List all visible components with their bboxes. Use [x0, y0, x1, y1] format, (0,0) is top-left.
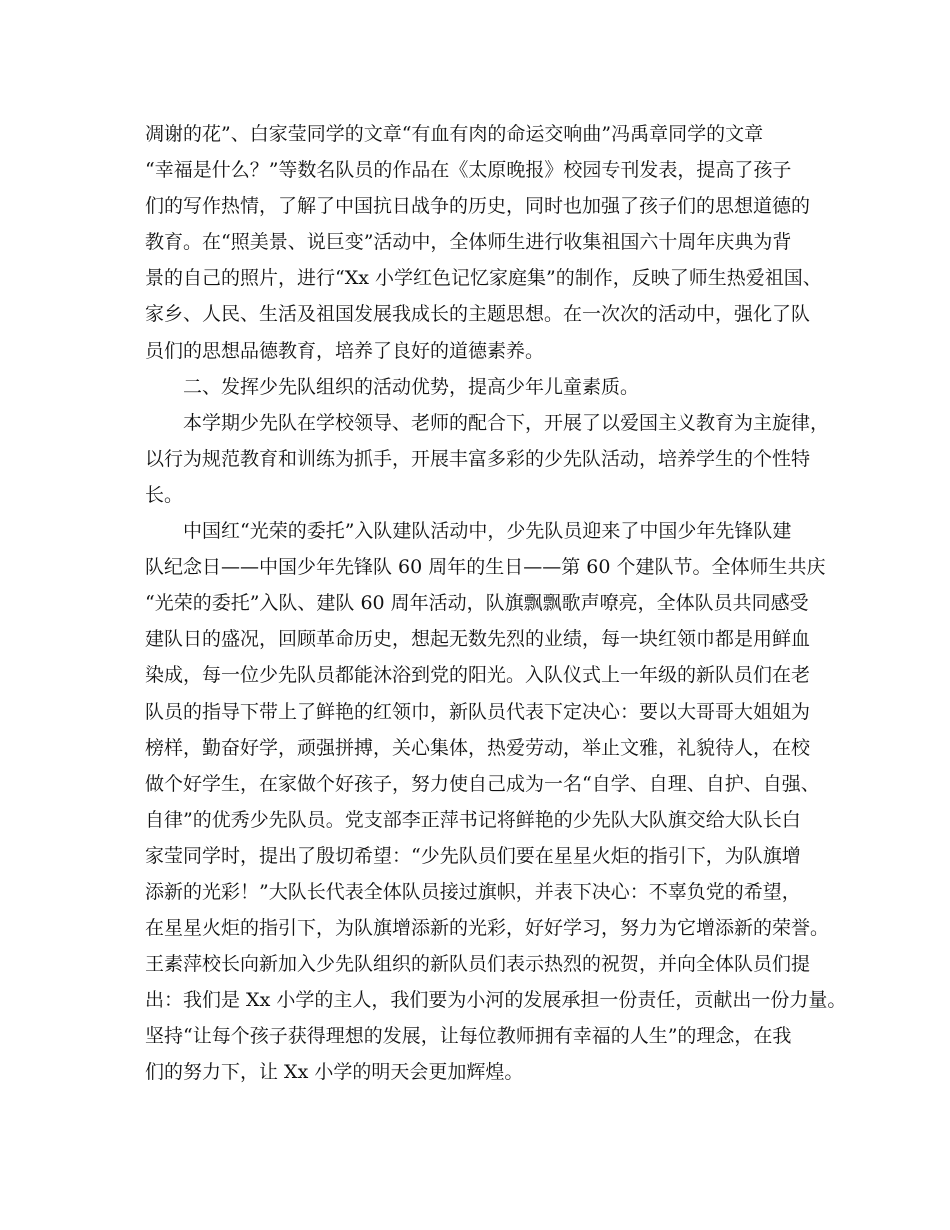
- text-line: 家莹同学时，提出了殷切希望：“少先队员们要在星星火炬的指引下，为队旗增: [145, 844, 801, 867]
- text-line: 王素萍校长向新加入少先队组织的新队员们表示热烈的祝贺，并向全体队员们提: [145, 953, 811, 976]
- text-line: 教育。在“照美景、说巨变”活动中，全体师生进行收集祖国六十周年庆典为背: [145, 231, 792, 254]
- text-line: 坚持“让每个孩子获得理想的发展，让每位教师拥有幸福的人生”的理念，在我: [145, 1025, 792, 1048]
- text-line: 们的写作热情，了解了中国抗日战争的历史，同时也加强了孩子们的思想道德的: [145, 195, 811, 218]
- text-line: 队纪念日——中国少年先锋队 60 周年的生日——第 60 个建队节。全体师生共庆: [145, 556, 826, 579]
- text-line: 中国红“光荣的委托”入队建队活动中，少先队员迎来了中国少年先锋队建: [145, 520, 792, 543]
- text-line: 染成，每一位少先队员都能沐浴到党的阳光。入队仪式上一年级的新队员们在老: [145, 664, 811, 687]
- text-line: 添新的光彩！”大队长代表全体队员接过旗帜，并表下决心：不辜负党的希望，: [145, 880, 801, 903]
- text-line: 在星星火炬的指引下，为队旗增添新的光彩，好好学习，努力为它增添新的荣誉。: [145, 917, 830, 940]
- text-line: 们的努力下，让 Xx 小学的明天会更加辉煌。: [145, 1061, 524, 1084]
- section-heading: 二、发挥少先队组织的活动优势，提高少年儿童素质。: [145, 375, 640, 398]
- text-line: “光荣的委托”入队、建队 60 周年活动，队旗飘飘歌声嘹亮，全体队员共同感受: [145, 592, 809, 615]
- text-line: 凋谢的花”、白家莹同学的文章“有血有肉的命运交响曲”冯禹章同学的文章: [145, 123, 764, 145]
- text-line: 长。: [145, 483, 184, 506]
- text-line: “幸福是什么？”等数名队员的作品在《太原晚报》校园专刊发表，提高了孩子: [145, 159, 792, 182]
- text-line: 榜样，勤奋好学，顽强拼搏，关心集体，热爱劳动，举止文雅，礼貌待人，在校: [145, 736, 811, 759]
- text-line: 自律”的优秀少先队员。党支部李正萍书记将鲜艳的少先队大队旗交给大队长白: [145, 808, 801, 831]
- text-line: 出：我们是 Xx 小学的主人，我们要为小河的发展承担一份责任，贡献出一份力量。: [145, 989, 847, 1012]
- text-line: 以行为规范教育和训练为抓手，开展丰富多彩的少先队活动，培养学生的个性特: [145, 447, 811, 470]
- document-body: [145, 116, 847, 1091]
- text-line: 队员的指导下带上了鲜艳的红领巾，新队员代表下定决心：要以大哥哥大姐姐为: [145, 700, 811, 723]
- text-line: 本学期少先队在学校领导、老师的配合下，开展了以爱国主义教育为主旋律，: [145, 411, 830, 434]
- text-line: 建队日的盛况，回顾革命历史，想起无数先烈的业绩，每一块红领巾都是用鲜血: [145, 628, 811, 651]
- text-line: 做个好学生，在家做个好孩子，努力使自己成为一名“自学、自理、自护、自强、: [145, 772, 820, 795]
- text-line: 家乡、人民、生活及祖国发展我成长的主题思想。在一次次的活动中，强化了队: [145, 303, 811, 326]
- text-line: 景的自己的照片，进行“Xx 小学红色记忆家庭集”的制作，反映了师生热爱祖国、: [145, 267, 822, 290]
- text-line: 员们的思想品德教育，培养了良好的道德素养。: [145, 339, 545, 362]
